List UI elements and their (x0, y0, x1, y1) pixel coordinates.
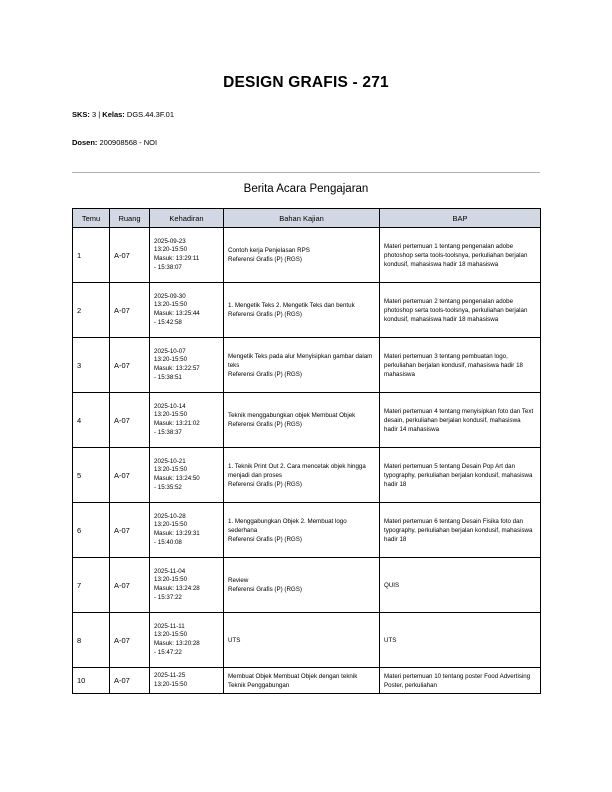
cell-temu: 1 (73, 228, 110, 283)
cell-ruang: A-07 (110, 283, 150, 338)
cell-bahan: Teknik menggabungkan objek Membuat Objek Referensi Grafis (P) (RGS) (224, 393, 380, 448)
cell-kehadiran: 2025-10-07 13:20-15:50 Masuk: 13:22:57 - 15:38:51 (150, 338, 224, 393)
cell-temu: 2 (73, 283, 110, 338)
cell-bahan: UTS (224, 613, 380, 668)
cell-ruang: A-07 (110, 668, 150, 694)
cell-kehadiran: 2025-09-23 13:20-15:50 Masuk: 13:29:11 - 15:38:07 (150, 228, 224, 283)
cell-kehadiran: 2025-11-11 13:20-15:50 Masuk: 13:20:28 - 15:47:22 (150, 613, 224, 668)
header-bahan-kajian: Bahan Kajian (224, 209, 380, 228)
cell-bahan: Mengetik Teks pada alur Menyisipkan gambar dalam teks Referensi Grafis (P) (RGS) (224, 338, 380, 393)
cell-kehadiran: 2025-10-28 13:20-15:50 Masuk: 13:29:31 - 15:40:08 (150, 503, 224, 558)
cell-bahan: Contoh kerja Penjelasan RPS Referensi Grafis (P) (RGS) (224, 228, 380, 283)
cell-temu: 6 (73, 503, 110, 558)
cell-ruang: A-07 (110, 228, 150, 283)
header-kehadiran: Kehadiran (150, 209, 224, 228)
sks-label: SKS: (72, 110, 90, 119)
table-header-row (73, 209, 541, 228)
document-title: DESIGN GRAFIS - 271 (223, 74, 389, 91)
section-title: Berita Acara Pengajaran (243, 183, 369, 195)
cell-ruang: A-07 (110, 558, 150, 613)
table-row (73, 503, 541, 558)
cell-kehadiran: 2025-10-21 13:20-15:50 Masuk: 13:24:50 - 15:35:52 (150, 448, 224, 503)
table-row (73, 613, 541, 668)
dosen-label: Dosen: (72, 138, 98, 147)
sks-value: 3 | (89, 110, 103, 119)
header-ruang: Ruang (110, 209, 150, 228)
cell-bap: Materi pertemuan 4 tentang menyisipkan foto dan Text desain, perkuliahan berjalan kondusif, mahasiswa hadir 14 mahasiswa (380, 393, 541, 448)
cell-kehadiran: 2025-11-25 13:20-15:50 (150, 668, 224, 694)
cell-ruang: A-07 (110, 338, 150, 393)
cell-bap: Materi pertemuan 2 tentang pengenalan adobe photoshop serta tools-toolsnya, perkuliahan berjalan kondusif, mahasiswa hadir 18 mahasiswa (380, 283, 541, 338)
divider (72, 172, 540, 173)
cell-temu: 3 (73, 338, 110, 393)
table-row (73, 228, 541, 283)
header-bap: BAP (380, 209, 541, 228)
cell-bahan: 1. Menggabungkan Objek 2. Membuat logo sederhana Referensi Grafis (P) (RGS) (224, 503, 380, 558)
cell-bap: Materi pertemuan 1 tentang pengenalan adobe photoshop serta tools-toolsnya, perkuliahan berjalan kondusif, mahasiswa hadir 18 mahasiswa (380, 228, 541, 283)
table-row (73, 338, 541, 393)
cell-temu: 7 (73, 558, 110, 613)
cell-temu: 4 (73, 393, 110, 448)
cell-ruang: A-07 (110, 503, 150, 558)
table-row (73, 283, 541, 338)
course-meta (72, 110, 174, 119)
cell-bahan: Review Referensi Grafis (P) (RGS) (224, 558, 380, 613)
table-row (73, 393, 541, 448)
cell-bap: Materi pertemuan 6 tentang Desain Fisika foto dan typography, perkuliahan berjalan kondusif, mahasiswa hadir 18 (380, 503, 541, 558)
teaching-log-table (72, 208, 541, 694)
cell-bahan: Membuat Objek Membuat Objek dengan teknik Teknik Penggabungan (224, 668, 380, 694)
cell-kehadiran: 2025-11-04 13:20-15:50 Masuk: 13:24:28 - 15:37:22 (150, 558, 224, 613)
cell-bahan: 1. Mengetik Teks 2. Mengetik Teks dan bentuk Referensi Grafis (P) (RGS) (224, 283, 380, 338)
cell-temu: 8 (73, 613, 110, 668)
cell-temu: 5 (73, 448, 110, 503)
cell-kehadiran: 2025-10-14 13:20-15:50 Masuk: 13:21:02 - 15:38:37 (150, 393, 224, 448)
cell-ruang: A-07 (110, 448, 150, 503)
cell-bap: Materi pertemuan 5 tentang Desain Pop Art dan typography, perkuliahan berjalan kondusif, mahasiswa hadir 18 (380, 448, 541, 503)
table-row (73, 668, 541, 694)
cell-bap: Materi pertemuan 10 tentang poster Food Advertising Poster, perkuliahan (380, 668, 541, 694)
kelas-label: Kelas: (102, 110, 125, 119)
dosen-value: 200908568 - NOI (97, 138, 158, 147)
cell-ruang: A-07 (110, 393, 150, 448)
cell-ruang: A-07 (110, 613, 150, 668)
cell-bap: UTS (380, 613, 541, 668)
table-row (73, 558, 541, 613)
kelas-value: DGS.44.3F.01 (124, 110, 175, 119)
lecturer-meta (72, 138, 157, 147)
cell-bahan: 1. Teknik Print Out 2. Cara mencetak objek hingga menjadi dan proses Referensi Grafis (P) (RGS) (224, 448, 380, 503)
header-temu: Temu (73, 209, 110, 228)
cell-bap: QUIS (380, 558, 541, 613)
cell-temu: 10 (73, 668, 110, 694)
table-row (73, 448, 541, 503)
cell-kehadiran: 2025-09-30 13:20-15:50 Masuk: 13:25:44 - 15:42:58 (150, 283, 224, 338)
cell-bap: Materi pertemuan 3 tentang pembuatan logo, perkuliahan berjalan kondusif, mahasiswa hadir 18 mahasiswa (380, 338, 541, 393)
